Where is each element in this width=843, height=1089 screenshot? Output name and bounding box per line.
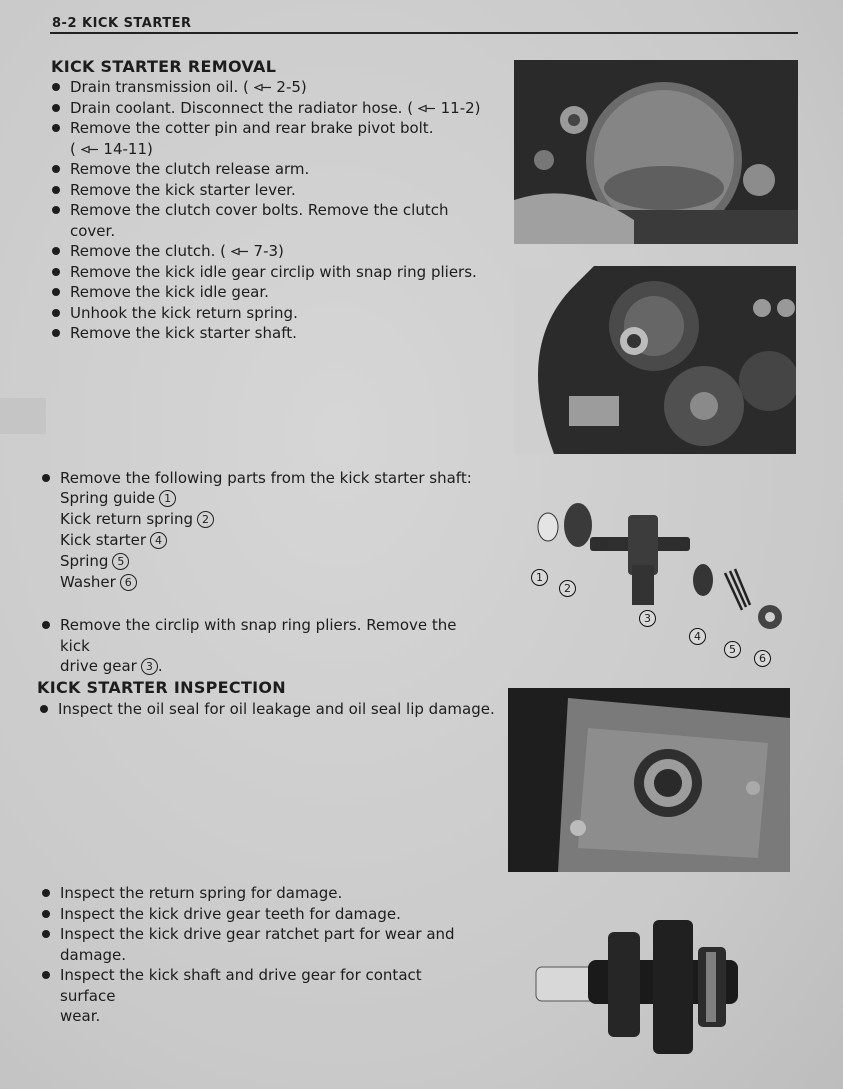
bullet-icon bbox=[52, 104, 60, 112]
reference-hand-icon bbox=[254, 83, 272, 92]
bullet-icon bbox=[52, 268, 60, 276]
inspection-title: KICK STARTER INSPECTION bbox=[37, 678, 287, 697]
step-drain-oil: Drain transmission oil. ( 2-5) bbox=[50, 77, 490, 98]
step-idle-circlip: Remove the kick idle gear circlip with snap ring pliers. bbox=[50, 262, 490, 283]
part-spring: Spring 5 bbox=[60, 551, 214, 572]
circlip-step-list bbox=[40, 615, 490, 677]
step-inspect-gear-teeth: Inspect the kick drive gear teeth for damage. bbox=[40, 904, 480, 925]
callout-4: 4 bbox=[689, 628, 706, 645]
step-starter-shaft: Remove the kick starter shaft. bbox=[50, 323, 490, 344]
step-inspect-shaft: Inspect the kick shaft and drive gear for contact surface wear. bbox=[40, 965, 480, 1027]
step-clutch: Remove the clutch. ( 7-3) bbox=[50, 241, 490, 262]
callout-5: 5 bbox=[724, 641, 741, 658]
callout-1: 1 bbox=[531, 569, 548, 586]
step-kick-lever: Remove the kick starter lever. bbox=[50, 180, 490, 201]
bullet-icon bbox=[52, 309, 60, 317]
bullet-icon bbox=[52, 83, 60, 91]
reference-hand-icon bbox=[81, 145, 99, 154]
step-remove-circlip: Remove the circlip with snap ring pliers. Remove the kick drive gear 3 . bbox=[40, 615, 490, 677]
bullet-icon bbox=[52, 329, 60, 337]
inspection-steps bbox=[40, 883, 480, 1027]
kick-shaft-engine-photo bbox=[514, 266, 796, 454]
reference-hand-icon bbox=[231, 247, 249, 256]
inspection-seal-list bbox=[38, 699, 498, 720]
step-parts-intro: Remove the following parts from the kick starter shaft: bbox=[40, 468, 490, 489]
step-drain-coolant: Drain coolant. Disconnect the radiator hose. ( 11-2) bbox=[50, 98, 490, 119]
section-tab bbox=[0, 398, 46, 434]
step-inspect-seal: Inspect the oil seal for oil leakage and oil seal lip damage. bbox=[38, 699, 498, 720]
step-cotter-pin: Remove the cotter pin and rear brake pivot bolt. ( 14-11) bbox=[50, 118, 490, 159]
kick-shaft-gear-photo bbox=[528, 912, 758, 1062]
removal-steps bbox=[50, 77, 490, 344]
callout-2: 2 bbox=[559, 580, 576, 597]
part-kick-starter: Kick starter 4 bbox=[60, 530, 214, 551]
part-return-spring: Kick return spring 2 bbox=[60, 509, 214, 530]
step-inspect-return-spring: Inspect the return spring for damage. bbox=[40, 883, 480, 904]
step-return-spring: Unhook the kick return spring. bbox=[50, 303, 490, 324]
parts-intro-list bbox=[40, 468, 490, 489]
step-inspect-ratchet: Inspect the kick drive gear ratchet part for wear and damage. bbox=[40, 924, 480, 965]
bullet-icon bbox=[52, 124, 60, 132]
bullet-icon bbox=[42, 889, 50, 897]
callout-3: 3 bbox=[639, 610, 656, 627]
clutch-cover-photo bbox=[514, 60, 798, 244]
step-clutch-arm: Remove the clutch release arm. bbox=[50, 159, 490, 180]
bullet-icon bbox=[52, 288, 60, 296]
parts-list bbox=[60, 488, 214, 593]
removal-title: KICK STARTER REMOVAL bbox=[51, 57, 277, 76]
bullet-icon bbox=[52, 247, 60, 255]
bullet-icon bbox=[52, 206, 60, 214]
reference-hand-icon bbox=[418, 104, 436, 113]
step-idle-gear: Remove the kick idle gear. bbox=[50, 282, 490, 303]
bullet-icon bbox=[52, 186, 60, 194]
bullet-icon bbox=[40, 705, 48, 713]
part-spring-guide: Spring guide 1 bbox=[60, 488, 214, 509]
bullet-icon bbox=[52, 165, 60, 173]
oil-seal-photo bbox=[508, 688, 790, 872]
bullet-icon bbox=[42, 621, 50, 629]
page-header: 8-2 KICK STARTER bbox=[52, 16, 192, 31]
step-clutch-cover: Remove the clutch cover bolts. Remove the clutch cover. bbox=[50, 200, 490, 241]
header-rule bbox=[50, 32, 798, 34]
bullet-icon bbox=[42, 930, 50, 938]
bullet-icon bbox=[42, 971, 50, 979]
callout-6: 6 bbox=[754, 650, 771, 667]
part-washer: Washer 6 bbox=[60, 572, 214, 593]
bullet-icon bbox=[42, 910, 50, 918]
bullet-icon bbox=[42, 474, 50, 482]
